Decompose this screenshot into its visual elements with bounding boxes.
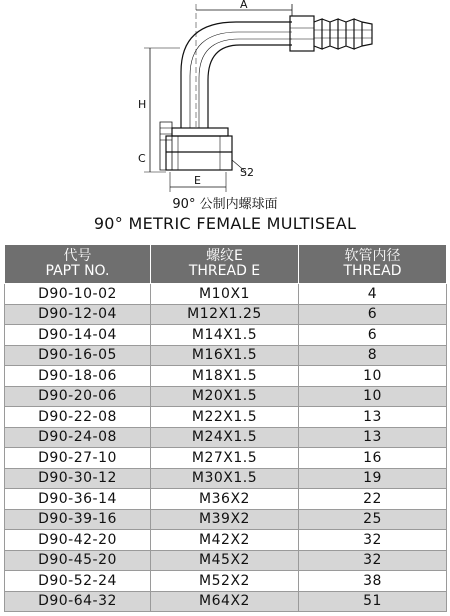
cell-thread: M24X1.5: [151, 427, 299, 448]
cell-part-no: D90-27-10: [5, 448, 151, 469]
cell-part-no: D90-14-04: [5, 325, 151, 346]
cell-part-no: D90-52-24: [5, 571, 151, 592]
cell-thread: M12X1.25: [151, 304, 299, 325]
cell-part-no: D90-36-14: [5, 489, 151, 510]
dim-h-label: H: [138, 98, 147, 111]
spec-table: [4, 244, 447, 612]
caption-chinese: 90° 公制内螺球面: [172, 197, 278, 212]
table-row: [5, 284, 447, 305]
cell-hose-bore: 22: [299, 489, 447, 510]
cell-hose-bore: 10: [299, 386, 447, 407]
dim-e-label: E: [194, 174, 201, 187]
cell-thread: M64X2: [151, 591, 299, 612]
cell-part-no: D90-18-06: [5, 366, 151, 387]
cell-thread: M10X1: [151, 284, 299, 305]
table-row: [5, 325, 447, 346]
cell-part-no: D90-30-12: [5, 468, 151, 489]
cell-hose-bore: 10: [299, 366, 447, 387]
caption-english: 90° METRIC FEMALE MULTISEAL: [93, 214, 357, 233]
cell-thread: M45X2: [151, 550, 299, 571]
cell-hose-bore: 51: [299, 591, 447, 612]
cell-hose-bore: 16: [299, 448, 447, 469]
cell-thread: M30X1.5: [151, 468, 299, 489]
table-row: [5, 530, 447, 551]
table-row: [5, 448, 447, 469]
dim-s2-label: S2: [240, 166, 254, 179]
cell-thread: M42X2: [151, 530, 299, 551]
cell-hose-bore: 8: [299, 345, 447, 366]
cell-thread: M36X2: [151, 489, 299, 510]
elbow-outer: [181, 22, 292, 128]
cell-thread: M52X2: [151, 571, 299, 592]
cell-hose-bore: 38: [299, 571, 447, 592]
cell-hose-bore: 19: [299, 468, 447, 489]
table-row: [5, 509, 447, 530]
cell-part-no: D90-20-06: [5, 386, 151, 407]
cell-part-no: D90-42-20: [5, 530, 151, 551]
cell-part-no: D90-39-16: [5, 509, 151, 530]
header-part-no: 代号 PAPT NO.: [5, 245, 151, 284]
cell-hose-bore: 32: [299, 530, 447, 551]
header-thread-e: 螺纹E THREAD E: [151, 245, 299, 284]
table-row: [5, 591, 447, 612]
cell-thread: M27X1.5: [151, 448, 299, 469]
hose-barbs: [314, 19, 372, 49]
fitting-drawing: [0, 0, 450, 196]
table-row: [5, 366, 447, 387]
dim-a-label: A: [240, 0, 248, 11]
cell-hose-bore: 32: [299, 550, 447, 571]
cell-part-no: D90-10-02: [5, 284, 151, 305]
cell-hose-bore: 6: [299, 325, 447, 346]
cell-part-no: D90-12-04: [5, 304, 151, 325]
cell-part-no: D90-24-08: [5, 427, 151, 448]
table-row: [5, 489, 447, 510]
cell-hose-bore: 6: [299, 304, 447, 325]
cell-hose-bore: 25: [299, 509, 447, 530]
table-row: [5, 345, 447, 366]
table-row: [5, 550, 447, 571]
cell-thread: M14X1.5: [151, 325, 299, 346]
cell-part-no: D90-22-08: [5, 407, 151, 428]
cell-thread: M18X1.5: [151, 366, 299, 387]
table-header-row: [5, 245, 447, 284]
cell-part-no: D90-16-05: [5, 345, 151, 366]
table-row: [5, 571, 447, 592]
cell-hose-bore: 13: [299, 407, 447, 428]
elbow-inner: [208, 45, 292, 128]
header-hose-bore: 软管内径 THREAD: [299, 245, 447, 284]
cell-hose-bore: 13: [299, 427, 447, 448]
cell-thread: M20X1.5: [151, 386, 299, 407]
cell-part-no: D90-64-32: [5, 591, 151, 612]
table-row: [5, 407, 447, 428]
cell-hose-bore: 4: [299, 284, 447, 305]
table-row: [5, 468, 447, 489]
cell-part-no: D90-45-20: [5, 550, 151, 571]
cell-thread: M16X1.5: [151, 345, 299, 366]
hex-nut: [166, 136, 232, 170]
dim-c-label: C: [138, 152, 146, 165]
table-row: [5, 304, 447, 325]
table-row: [5, 427, 447, 448]
table-row: [5, 386, 447, 407]
cell-thread: M39X2: [151, 509, 299, 530]
cell-thread: M22X1.5: [151, 407, 299, 428]
